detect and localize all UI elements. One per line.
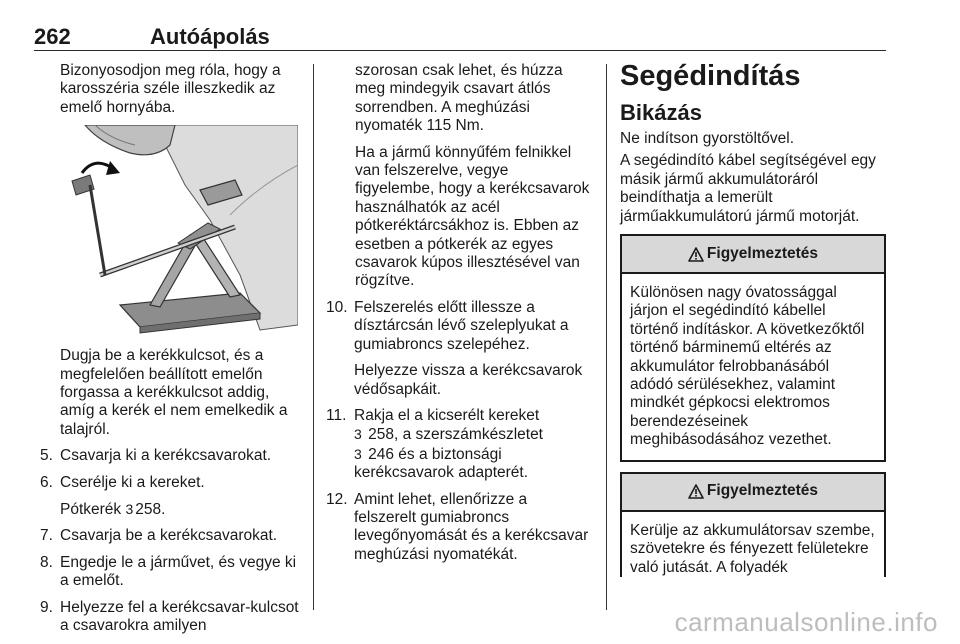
warning-triangle-icon <box>688 484 704 499</box>
subsection-title: Bikázás <box>620 100 702 125</box>
page-number: 262 <box>34 24 71 49</box>
list-item <box>40 447 302 465</box>
page-header <box>34 26 886 51</box>
alloy-wheel-note: Ha a jármű könnyűfém felnikkel van felszerelve, vegye figyelembe, hogy a kerékcsavarok használhatók az acél pótkeréktárcsákhoz is. Ebben az esetben a pótkerék az egyes csavarok kúpos illesztésével van rögzítve. <box>355 143 590 290</box>
page-ref[interactable]: 258, a szerszámkészletet <box>368 426 543 444</box>
warning-body: Különösen nagy óvatossággal járjon el segédindító kábellel történő indításkor. A következőktől történő bárminemű eltérés az akkumulátor felrobbanásából adódó sérülésekhez, valamint mindkét gépkocsi elektromos berendezéseinek meghibásodásához vezethet. <box>630 284 865 449</box>
warning-header <box>622 236 884 274</box>
item-number: 11. <box>326 406 347 424</box>
item-text: Csavarja ki a kerékcsavarokat. <box>60 447 272 465</box>
item-number: 10. <box>326 298 348 316</box>
item-text: Csavarja be a kerékcsavarokat. <box>60 527 278 545</box>
list-item <box>40 527 302 545</box>
warning-box <box>620 234 886 462</box>
item-extra: Helyezze vissza a kerékcsavarok védősapkáit. <box>354 362 583 398</box>
page-ref[interactable]: 258. <box>135 501 166 519</box>
warning-triangle-icon <box>688 247 704 262</box>
item-text: Amint lehet, ellenőrizze a felszerelt gumiabroncs levegőnyomását és a kerékcsavar meghúzási nyomatékát. <box>354 490 589 563</box>
list-item <box>40 599 302 636</box>
warning-body: Kerülje az akkumulátorsav szembe, szövetekre és fényezett felületekre való jutását. A folyadék <box>630 521 875 576</box>
item-number: 12. <box>326 490 348 508</box>
warning-title: Figyelmeztetés <box>706 244 819 262</box>
paragraph: Ne indítson gyorstöltővel. <box>620 130 795 147</box>
page-ref-arrow-icon: 3 <box>354 426 362 443</box>
item-number: 7. <box>40 527 53 545</box>
item-number: 5. <box>40 447 53 465</box>
item-text: kerékcsavarok adapterét. <box>354 464 529 482</box>
column-divider <box>313 64 314 610</box>
column-3 <box>620 60 886 585</box>
chapter-title: Autóápolás <box>150 24 270 49</box>
item-text: Cserélje ki a kereket. <box>60 473 205 491</box>
intro-paragraph: Bizonyosodjon meg róla, hogy a karosszéria széle illeszkedik az emelő hornyába. <box>60 62 281 116</box>
warning-title: Figyelmeztetés <box>706 482 819 500</box>
page-ref-arrow-icon: 3 <box>354 445 362 462</box>
page-ref[interactable]: 246 és a biztonsági <box>368 445 502 463</box>
page-ref-arrow-icon: 3 <box>125 501 134 518</box>
list-item <box>326 299 590 399</box>
warning-box <box>620 472 886 577</box>
item-text: Helyezze fel a kerékcsavar-kulcsot a csavarokra amilyen <box>60 598 299 635</box>
item-number: 9. <box>40 598 53 616</box>
watermark: carmanualsonline.info <box>674 607 938 637</box>
item-number: 6. <box>40 473 53 491</box>
list-item <box>40 474 302 520</box>
column-divider <box>606 64 607 610</box>
list-item <box>326 407 590 483</box>
warning-header <box>622 474 884 512</box>
item-number: 8. <box>40 553 53 571</box>
car-jack-illustration <box>60 125 298 337</box>
paragraph: A segédindító kábel segítségével egy másik jármű akkumulátoráról beindíthatja a lemerült járműakkumulátorú jármű motorját. <box>620 152 876 225</box>
column-2 <box>326 64 590 572</box>
item-text: Rakja el a kicserélt kereket <box>354 406 540 424</box>
continued-paragraph: szorosan csak lehet, és húzza meg mindegyik csavart átlós sorrendben. A meghúzási nyomaték 115 Nm. <box>355 62 563 135</box>
list-item <box>326 491 590 565</box>
jack-instruction: Dugja be a kerékkulcsot, és a megfelelően beállított emelőn forgassa a kerékkulcsot addig, amíg a kerék el nem emelkedik a talajról. <box>60 347 288 438</box>
item-text: Felszerelés előtt illessze a dísztárcsán lévő szeleplyukat a gumiabroncs szelepéhez. <box>354 298 569 353</box>
column-1 <box>40 64 302 644</box>
item-sublabel: Pótkerék <box>60 501 122 519</box>
list-item <box>40 554 302 591</box>
section-title: Segédindítás <box>620 60 801 92</box>
item-text: Engedje le a járművet, és vegye ki a emelőt. <box>60 553 297 590</box>
